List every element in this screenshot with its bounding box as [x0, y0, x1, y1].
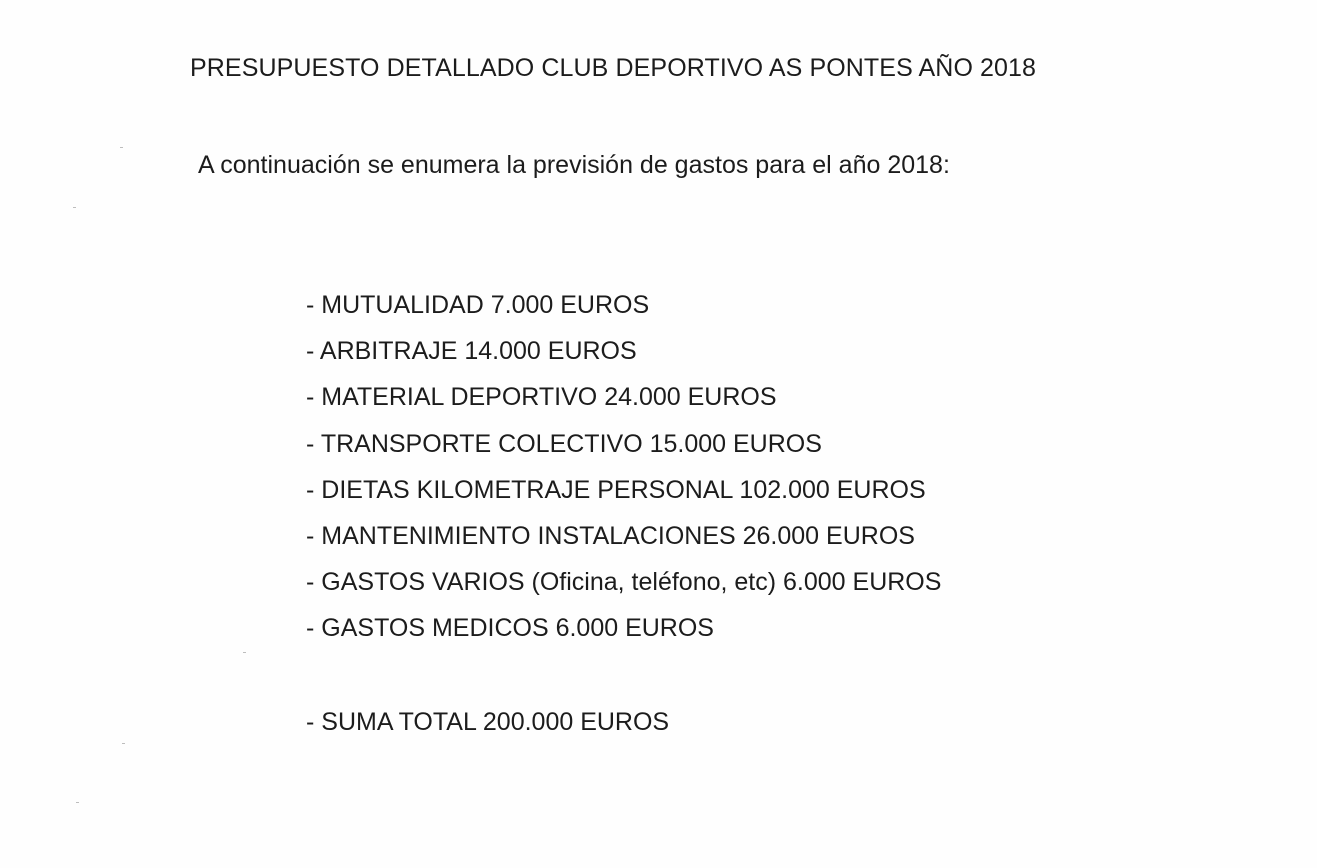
scan-speck [76, 802, 79, 803]
scan-speck [122, 743, 125, 744]
expense-item-material-deportivo: - MATERIAL DEPORTIVO 24.000 EUROS [306, 383, 777, 412]
scan-speck [120, 147, 123, 148]
document-title: PRESUPUESTO DETALLADO CLUB DEPORTIVO AS PONTES AÑO 2018 [190, 54, 1037, 82]
expense-item-gastos-medicos: - GASTOS MEDICOS 6.000 EUROS [306, 614, 714, 643]
expense-item-mutualidad: - MUTUALIDAD 7.000 EUROS [306, 291, 650, 319]
total-line: - SUMA TOTAL 200.000 EUROS [306, 708, 670, 736]
expense-item-mantenimiento-instalaciones: - MANTENIMIENTO INSTALACIONES 26.000 EUROS [306, 521, 915, 550]
scan-speck [243, 652, 246, 653]
intro-paragraph: A continuación se enumera la previsión de gastos para el año 2018: [198, 151, 950, 179]
expense-item-transporte-colectivo: - TRANSPORTE COLECTIVO 15.000 EUROS [306, 429, 822, 458]
scan-speck [73, 207, 76, 208]
expense-list [306, 289, 941, 659]
expense-item-gastos-varios: - GASTOS VARIOS (Oficina, teléfono, etc) 6.000 EUROS [306, 568, 942, 597]
expense-item-arbitraje: - ARBITRAJE 14.000 EUROS [306, 337, 637, 366]
expense-item-dietas-kilometraje: - DIETAS KILOMETRAJE PERSONAL 102.000 EUROS [306, 475, 926, 504]
